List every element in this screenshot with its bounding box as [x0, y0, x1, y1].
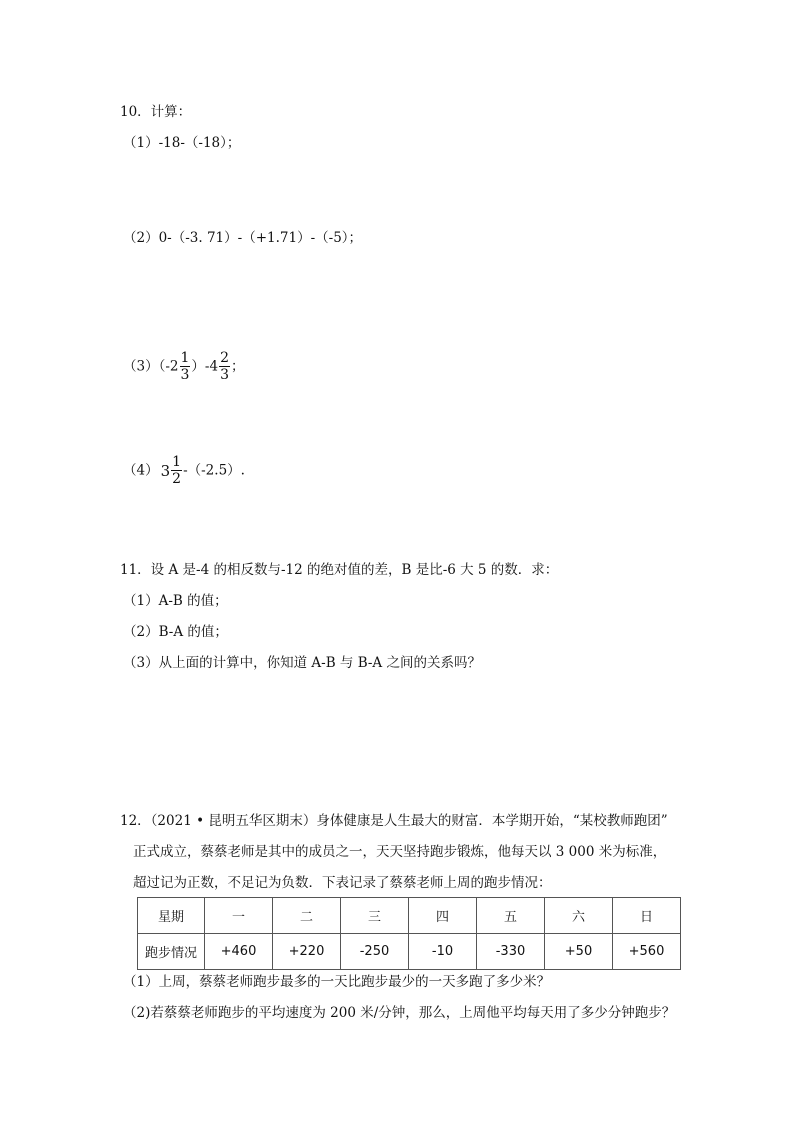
- q12-intro-line2: 正式成立，蔡蔡老师是其中的成员之一，天天坚持跑步锻炼，他每天以 3 000 米为标准，: [133, 844, 667, 860]
- q12-intro-line3: 超过记为正数，不足记为负数．下表记录了蔡蔡老师上周的跑步情况：: [133, 875, 552, 891]
- q10-part3: [123, 346, 245, 387]
- fraction-numerator: 2: [220, 350, 229, 366]
- table-day-cell: 一: [205, 898, 273, 934]
- table-day-cell: 日: [613, 898, 681, 934]
- table-value-cell: +560: [613, 934, 681, 970]
- fraction-numerator: 1: [180, 350, 190, 366]
- fraction-two-thirds: [219, 350, 230, 383]
- table-row-header: [138, 898, 681, 934]
- q10-part3-prefix: （3）（-2: [123, 358, 179, 375]
- q11-part2: （2）B-A 的值；: [123, 624, 228, 640]
- table-row-label: 跑步情况: [138, 934, 205, 970]
- fraction-denominator: 3: [220, 367, 229, 383]
- q12-part2: （2)若蔡蔡老师跑步的平均速度为 200 米/分钟，那么，上周他平均每天用了多少分钟跑步？: [123, 1005, 676, 1021]
- fraction-one-half: [171, 454, 182, 487]
- table-day-cell: 六: [545, 898, 613, 934]
- q12-part1: （1）上周，蔡蔡老师跑步最多的一天比跑步最少的一天多跑了多少米？: [123, 974, 551, 990]
- fraction-denominator: 3: [180, 367, 190, 383]
- table-header-label: 星期: [138, 898, 205, 934]
- table-value-cell: -330: [477, 934, 545, 970]
- q10-part1: （1）-18-（-18）；: [123, 135, 241, 151]
- table-value-cell: +50: [545, 934, 613, 970]
- table-day-cell: 三: [341, 898, 409, 934]
- q12-intro-line1: 12．（2021 • 昆明五华区期末）身体健康是人生最大的财富．本学期开始，“某校教师跑团”: [120, 813, 668, 829]
- q10-title: 10．计算：: [120, 104, 192, 120]
- fraction-numerator: 1: [172, 454, 182, 470]
- fraction-denominator: 2: [172, 471, 182, 487]
- table-value-cell: +460: [205, 934, 273, 970]
- q11-part3: （3）从上面的计算中，你知道 A-B 与 B-A 之间的关系吗？: [123, 655, 481, 671]
- q10-part4-prefix: （4）: [123, 462, 159, 479]
- q10-part4: [123, 450, 245, 491]
- table-day-cell: 五: [477, 898, 545, 934]
- table-day-cell: 四: [409, 898, 477, 934]
- table-value-cell: -10: [409, 934, 477, 970]
- table-day-cell: 二: [273, 898, 341, 934]
- q11-title: 11．设 A 是-4 的相反数与-12 的绝对值的差，B 是比-6 大 5 的数．求：: [120, 562, 559, 578]
- table-value-cell: -250: [341, 934, 409, 970]
- table-value-cell: +220: [273, 934, 341, 970]
- running-record-table: [137, 897, 681, 970]
- q10-part4-suffix: -（-2.5）.: [183, 462, 245, 479]
- fraction-one-third: [180, 350, 191, 383]
- q11-part1: （1）A-B 的值；: [123, 593, 228, 609]
- table-row-values: [138, 934, 681, 970]
- mixed-number-integer: 3: [160, 461, 171, 480]
- q10-part2: （2）0-（-3. 71）-（+1.71）-（-5）；: [123, 230, 363, 246]
- q10-part3-suffix: ；: [231, 358, 245, 375]
- q10-part3-mid: ）-4: [191, 358, 219, 375]
